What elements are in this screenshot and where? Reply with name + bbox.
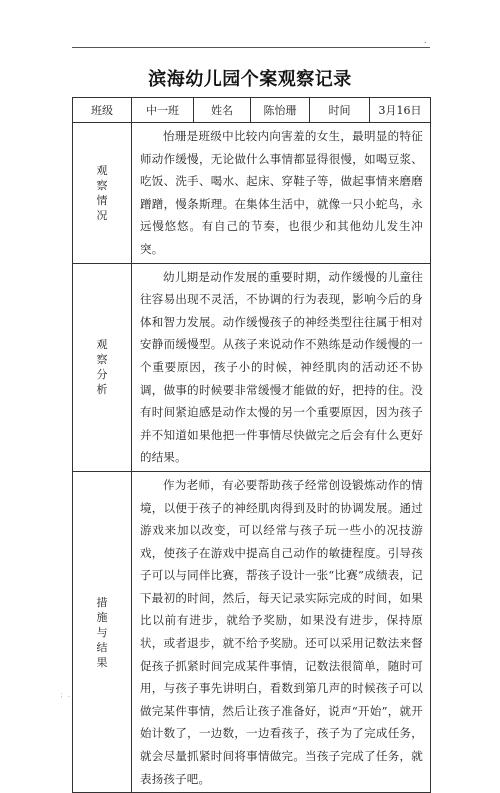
class-label: 班级 [73, 98, 132, 123]
name-label: 姓名 [194, 98, 251, 123]
observation-label: 观 察 情 况 [73, 123, 132, 264]
analysis-label: 观 察 分 析 [73, 263, 132, 471]
time-value: 3月16日 [370, 98, 431, 123]
analysis-row [73, 263, 431, 471]
page-title: 滨海幼儿园个案观察记录 [148, 69, 352, 90]
measures-label: 措 施 与 结 果 [73, 471, 132, 792]
footer-mark: ； . [60, 692, 70, 699]
measures-row [73, 471, 431, 792]
time-label: 时间 [310, 98, 370, 123]
observation-text: 怡珊是班级中比较内向害羞的女生，最明显的特征师动作缓慢，无论做什么事情都显得很慢，如喝豆浆、吃饭、洗手、喝水、起床、穿鞋子等，做起事情来磨磨蹭蹭，慢条斯理。在集体生活中，就像一只小蛇鸟，永远慢悠悠。有自己的节奏，也很少和其他幼儿发生冲突。 [132, 123, 431, 264]
header-rule [72, 47, 430, 48]
observation-record-table [72, 97, 431, 793]
name-value: 陈怡珊 [251, 98, 310, 123]
class-value: 中一班 [132, 98, 194, 123]
measures-text: 作为老师，有必要帮助孩子经常创设锻炼动作的情境，以便于孩子的神经肌肉得到及时的协调发展。通过游戏来加以改变，可以经常与孩子玩一些小的况技游戏，使孩子在游戏中提高自己动作的敏捷程度。引导孩子可以与同伴比赛，帮孩子设计一张“比赛”成绩表，记下最初的时间，然后，每天记录实际完成的时间，如果比以前有进步，就给予奖励，如果没有进步，保持原状，或者退步，就不给予奖励。还可以采用记数法来督促孩子抓紧时间完成某件事情，记数法很简单，随时可用，与孩子事先讲明白，看数到第几声的时候孩子可以做完某件事情，然后让孩子准备好，说声“开始”，就开始计数了，一边数，一边看孩子，孩子为了完成任务，就会尽量抓紧时间将事情做完。当孩子完成了任务，就表扬孩子吧。 [132, 471, 431, 792]
info-row [73, 98, 431, 123]
header-mark: . [424, 36, 427, 45]
observation-row [73, 123, 431, 264]
analysis-text: 幼儿期是动作发展的重要时期，动作缓慢的儿童往往容易出现不灵活，不协调的行为表现，影响今后的身体和智力发展。动作缓慢孩子的神经类型往往属于相对安静而缓慢型。从孩子来说动作不熟练是动作缓慢的一个重要原因，孩子小的时候，神经肌肉的活动还不协调，做事的时候要非常缓慢才能做的好，把持的住。没有时间紧迫感是动作太慢的另一个重要原因，因为孩子并不知道如果他把一件事情尽快做完之后会有什么更好的结果。 [132, 263, 431, 471]
